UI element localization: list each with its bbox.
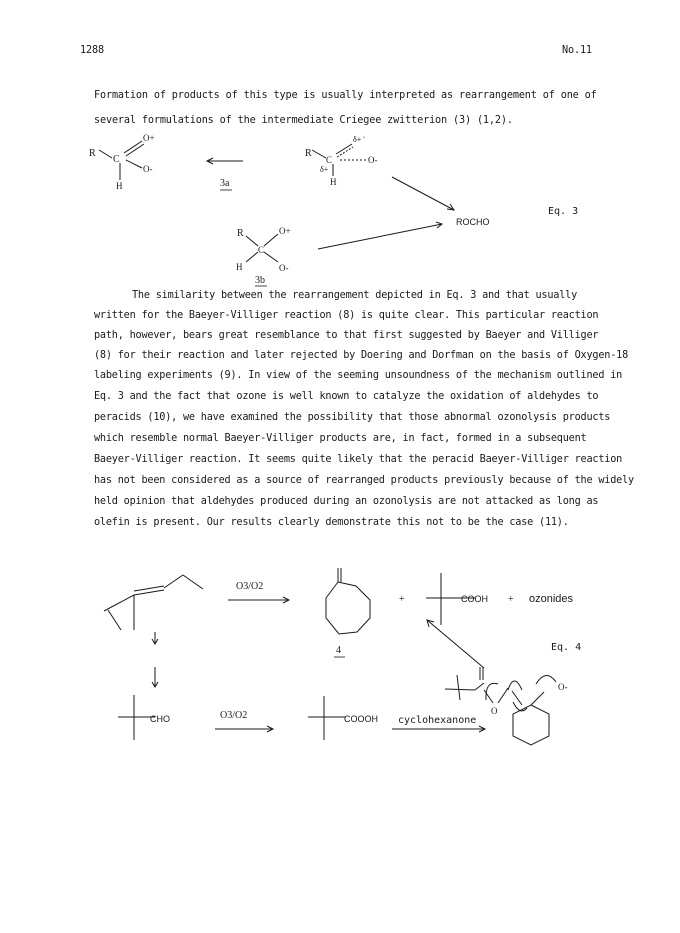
- compound-4-label: 4: [336, 645, 341, 656]
- eq4-reagent-bottom: O3/O2: [220, 710, 248, 721]
- eq4-ozonides: ozonides: [529, 593, 574, 605]
- paragraph-line: written for the Baeyer-Villiger reaction (8) is quite clear. This particular reaction: [94, 310, 599, 321]
- eq4-label: Eq. 4: [551, 642, 582, 653]
- eq3-left-R: R: [89, 148, 96, 159]
- eq4-plus-1: +: [399, 594, 405, 605]
- eq3-left-O-minus: O-: [143, 164, 153, 174]
- paragraph-line: has not been considered as a source of rearranged products previously because of the widely: [94, 475, 634, 486]
- eq4-ring-oxygen: O: [491, 706, 498, 716]
- eq4-O-minus: O-: [558, 682, 568, 692]
- eq4-cyclohexanone: cyclohexanone: [398, 715, 477, 726]
- intro-line-1: Formation of products of this type is usually interpreted as rearrangement of one of: [94, 90, 597, 101]
- paragraph-line: Baeyer-Villiger reaction. It seems quite likely that the peracid Baeyer-Villiger reaction: [94, 454, 623, 465]
- compound-3b-label: 3b: [255, 275, 265, 286]
- eq3-label: Eq. 3: [548, 206, 579, 217]
- eq4-cooh: COOH: [461, 594, 488, 604]
- eq3-left-C: C: [113, 154, 120, 165]
- eq3-3b-R: R: [237, 228, 244, 239]
- eq3-3a-C: C: [326, 155, 333, 165]
- eq3-product: ROCHO: [456, 217, 490, 227]
- eq3-3b-H: H: [236, 262, 243, 272]
- journal-issue: No.11: [562, 45, 592, 56]
- paragraph-line: labeling experiments (9). In view of the seeming unsoundness of the mechanism outlined in: [94, 370, 623, 381]
- eq4-plus-2: +: [508, 594, 514, 605]
- eq4-reagent-top: O3/O2: [236, 581, 264, 592]
- eq3-3b-C: C: [258, 245, 265, 255]
- page-number: 1288: [80, 45, 104, 56]
- paragraph-line: path, however, bears great resemblance to that first suggested by Baeyer and Villiger: [94, 330, 599, 341]
- paragraph-line: The similarity between the rearrangement depicted in Eq. 3 and that usually: [132, 290, 578, 301]
- eq3-3a-O-minus: O-: [368, 155, 378, 165]
- eq3-3a-delta-plus-top: δ+ ': [353, 135, 365, 144]
- eq3-left-H: H: [116, 181, 123, 191]
- paragraph-line: peracids (10), we have examined the possibility that those abnormal ozonolysis products: [94, 412, 611, 423]
- paragraph-line: held opinion that aldehydes produced during an ozonolysis are not attacked as long as: [94, 496, 599, 507]
- paragraph-line: (8) for their reaction and later rejected by Doering and Dorfman on the basis of Oxygen-18: [94, 350, 629, 361]
- eq3-3a-H: H: [330, 177, 337, 187]
- paragraph-line: which resemble normal Baeyer-Villiger products are, in fact, formed in a subsequent: [94, 433, 587, 444]
- compound-3a-label: 3a: [220, 178, 230, 189]
- eq3-3a-R: R: [305, 148, 312, 159]
- eq3-3b-O-plus: O+: [279, 226, 291, 236]
- eq3-3b-O-minus: O-: [279, 263, 289, 273]
- eq3-3a-delta-plus: δ+: [320, 165, 329, 174]
- eq4-cho: CHO: [150, 714, 170, 724]
- paragraph-line: Eq. 3 and the fact that ozone is well known to catalyze the oxidation of aldehydes to: [94, 391, 599, 402]
- paragraph-line: olefin is present. Our results clearly demonstrate this not to be the case (11).: [94, 517, 569, 528]
- eq4-coooh: COOOH: [344, 714, 379, 724]
- eq3-left-O-plus: O+: [143, 133, 155, 143]
- intro-line-2: several formulations of the intermediate Criegee zwitterion (3) (1,2).: [94, 115, 513, 126]
